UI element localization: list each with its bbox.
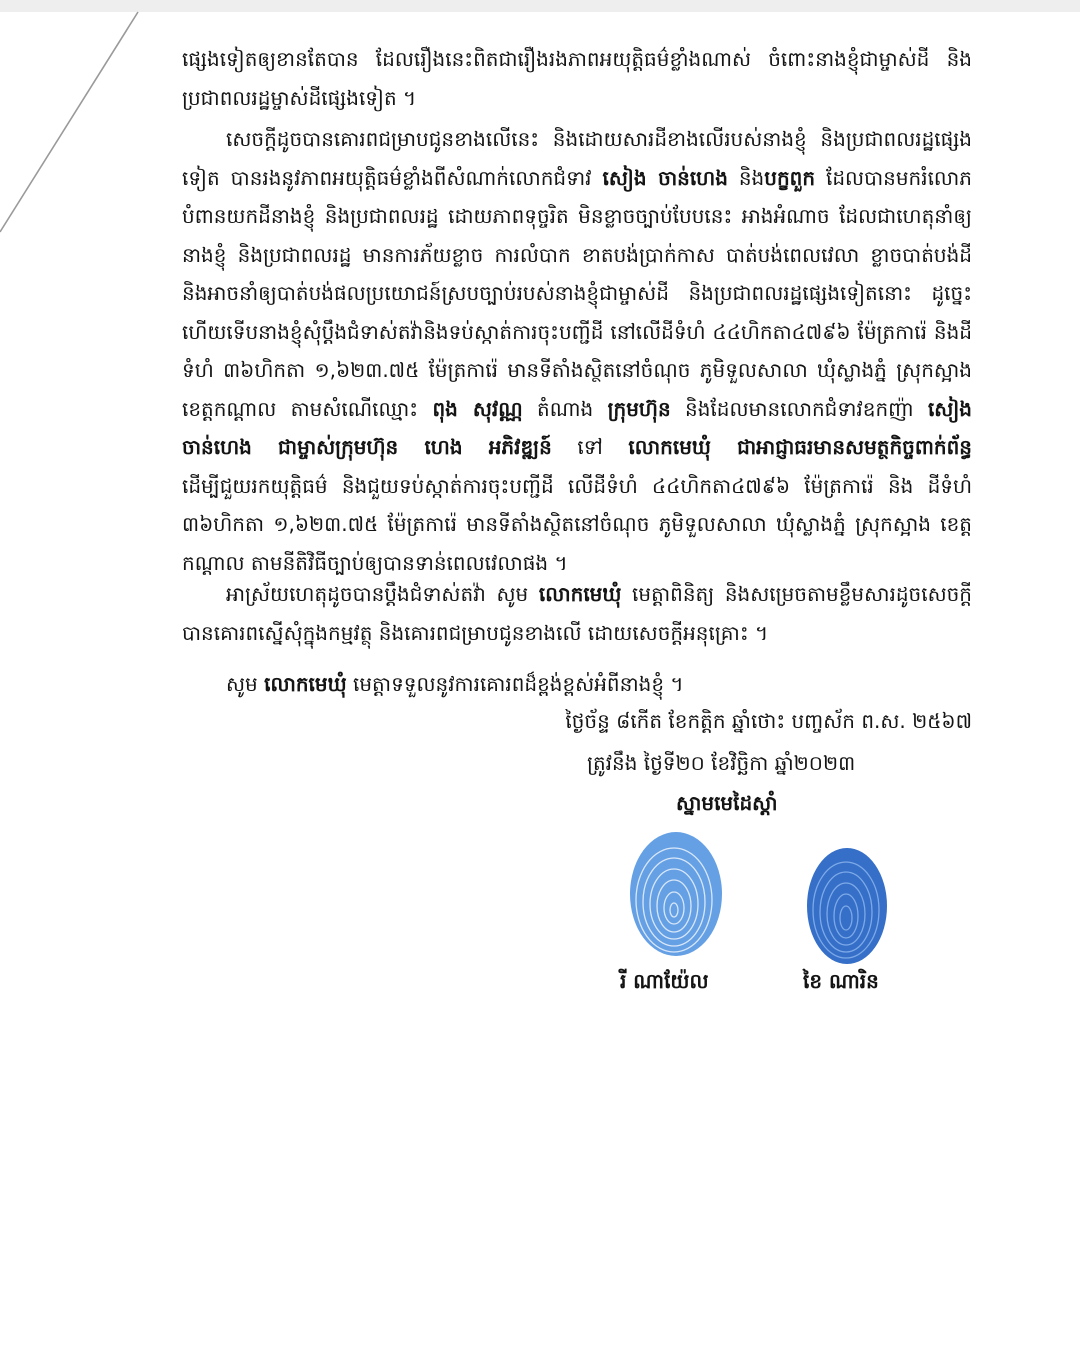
date-lunar: ថ្ងៃច័ន្ទ ៨កើត ខែកត្ដិក ឆ្នាំថោះ បញ្ចស័ក ព.ស. ២៥៦៧	[565, 709, 972, 733]
signature-title: ស្នាមមេដៃស្ដាំ	[676, 791, 778, 815]
paragraph-intro: ផ្សេងទៀតឲ្យខានតែបាន ដែលរឿងនេះពិតជារឿងរងភាពអយុត្តិធម៌ខ្លាំងណាស់ ចំពោះនាងខ្ញុំជាម្ចាស់ដី និងប្រជាពលរដ្ឋម្ចាស់ដីផ្សេងទៀត ។	[182, 47, 972, 110]
signer-name-left: រី ណាយ៉ែល	[620, 969, 709, 993]
date-solar: ត្រូវនឹង ថ្ងៃទី២០ ខែវិច្ឆិកា ឆ្នាំ២០២៣	[587, 751, 856, 775]
thumbprint-right	[806, 846, 888, 966]
paragraph-closing: សូម លោកមេឃុំ មេត្តាទទួលនូវការគោរពដ៏ខ្ពង់ខ្ពស់អំពីនាងខ្ញុំ ។	[226, 672, 684, 696]
signer-name-right: ខៃ ណារិន	[803, 969, 879, 993]
thumbprint-left	[628, 828, 724, 958]
paragraph-complaint: សេចក្ដីដូចបានគោរពជម្រាបជូនខាងលើនេះ និងដោយសារដីខាងលើរបស់នាងខ្ញុំ និងប្រជាពលរដ្ឋផ្សេងទៀត បានរងនូវភាពអយុត្តិធម៌ខ្លាំងពីសំណាក់លោកជំទាវ សៀង ចាន់ហេង និងបក្ខពួក ដែលបានមករំលោភបំពានយកដីនាងខ្ញុំ និងប្រជាពលរដ្ឋ ដោយភាពទុច្ចរិត មិនខ្លាចច្បាប់បែបនេះ អាងអំណាច ដែលជាហេតុនាំឲ្យនាងខ្ញុំ និងប្រជាពលរដ្ឋ មានការភ័យខ្លាច ការលំបាក ខាតបង់ប្រាក់កាស បាត់បង់ពេលវេលា ខ្លាចបាត់បង់ដី និងអាចនាំឲ្យបាត់បង់ផលប្រយោជន៍ស្របច្បាប់របស់នាងខ្ញុំជាម្ចាស់ដី និងប្រជាពលរដ្ឋផ្សេងទៀតនោះ ដូច្នេះហើយទើបនាងខ្ញុំសុំប្ដឹងជំទាស់តវ៉ានិងទប់ស្កាត់ការចុះបញ្ជីដី នៅលើដីទំហំ ៤៤ហិកតា៤៧៩៦ ម៉ែត្រការ៉េ និងដីទំហំ ៣៦ហិកតា ១,៦២៣.៧៥ ម៉ែត្រការ៉េ មានទីតាំងស្ថិតនៅចំណុច ភូមិទួលសាលា ឃុំស្លាងភ្នំ ស្រុកស្អាង ខេត្តកណ្ដាល តាមសំណើឈ្មោះ ពុង សុវណ្ណ តំណាង ក្រុមហ៊ុន និងដែលមានលោកជំទាវឧកញ៉ា សៀង ចាន់ហេង ជាម្ចាស់ក្រុមហ៊ុន ហេង អភិវឌ្ឍន៍ ទៅ លោកមេឃុំ ជាអាជ្ញាធរមានសមត្ថកិច្ចពាក់ព័ន្ធ ដើម្បីជួយរកយុត្តិធម៌ និងជួយទប់ស្កាត់ការចុះបញ្ជីដី លើដីទំហំ ៤៤ហិកតា៤៧៩៦ ម៉ែត្រការ៉េ និង ដីទំហំ ៣៦ហិកតា ១,៦២៣.៧៥ ម៉ែត្រការ៉េ មានទីតាំងស្ថិតនៅចំណុច ភូមិទួលសាលា ឃុំស្លាងភ្នំ ស្រុកស្អាង ខេត្តកណ្ដាល តាមនីតិវិធីច្បាប់ឲ្យបានទាន់ពេលវេលាផង ។	[182, 127, 973, 575]
paragraph-request: អាស្រ័យហេតុដូចបានប្ដឹងជំទាស់តវ៉ា សូម លោកមេឃុំ មេត្តាពិនិត្យ និងសម្រេចតាមខ្លឹមសារដូចសេចក្ដីបានគោរពស្នើសុំក្នុងកម្មវត្ថុ និងគោរពជម្រាបជូនខាងលើ ដោយសេចក្ដីអនុគ្រោះ ។	[182, 582, 972, 645]
